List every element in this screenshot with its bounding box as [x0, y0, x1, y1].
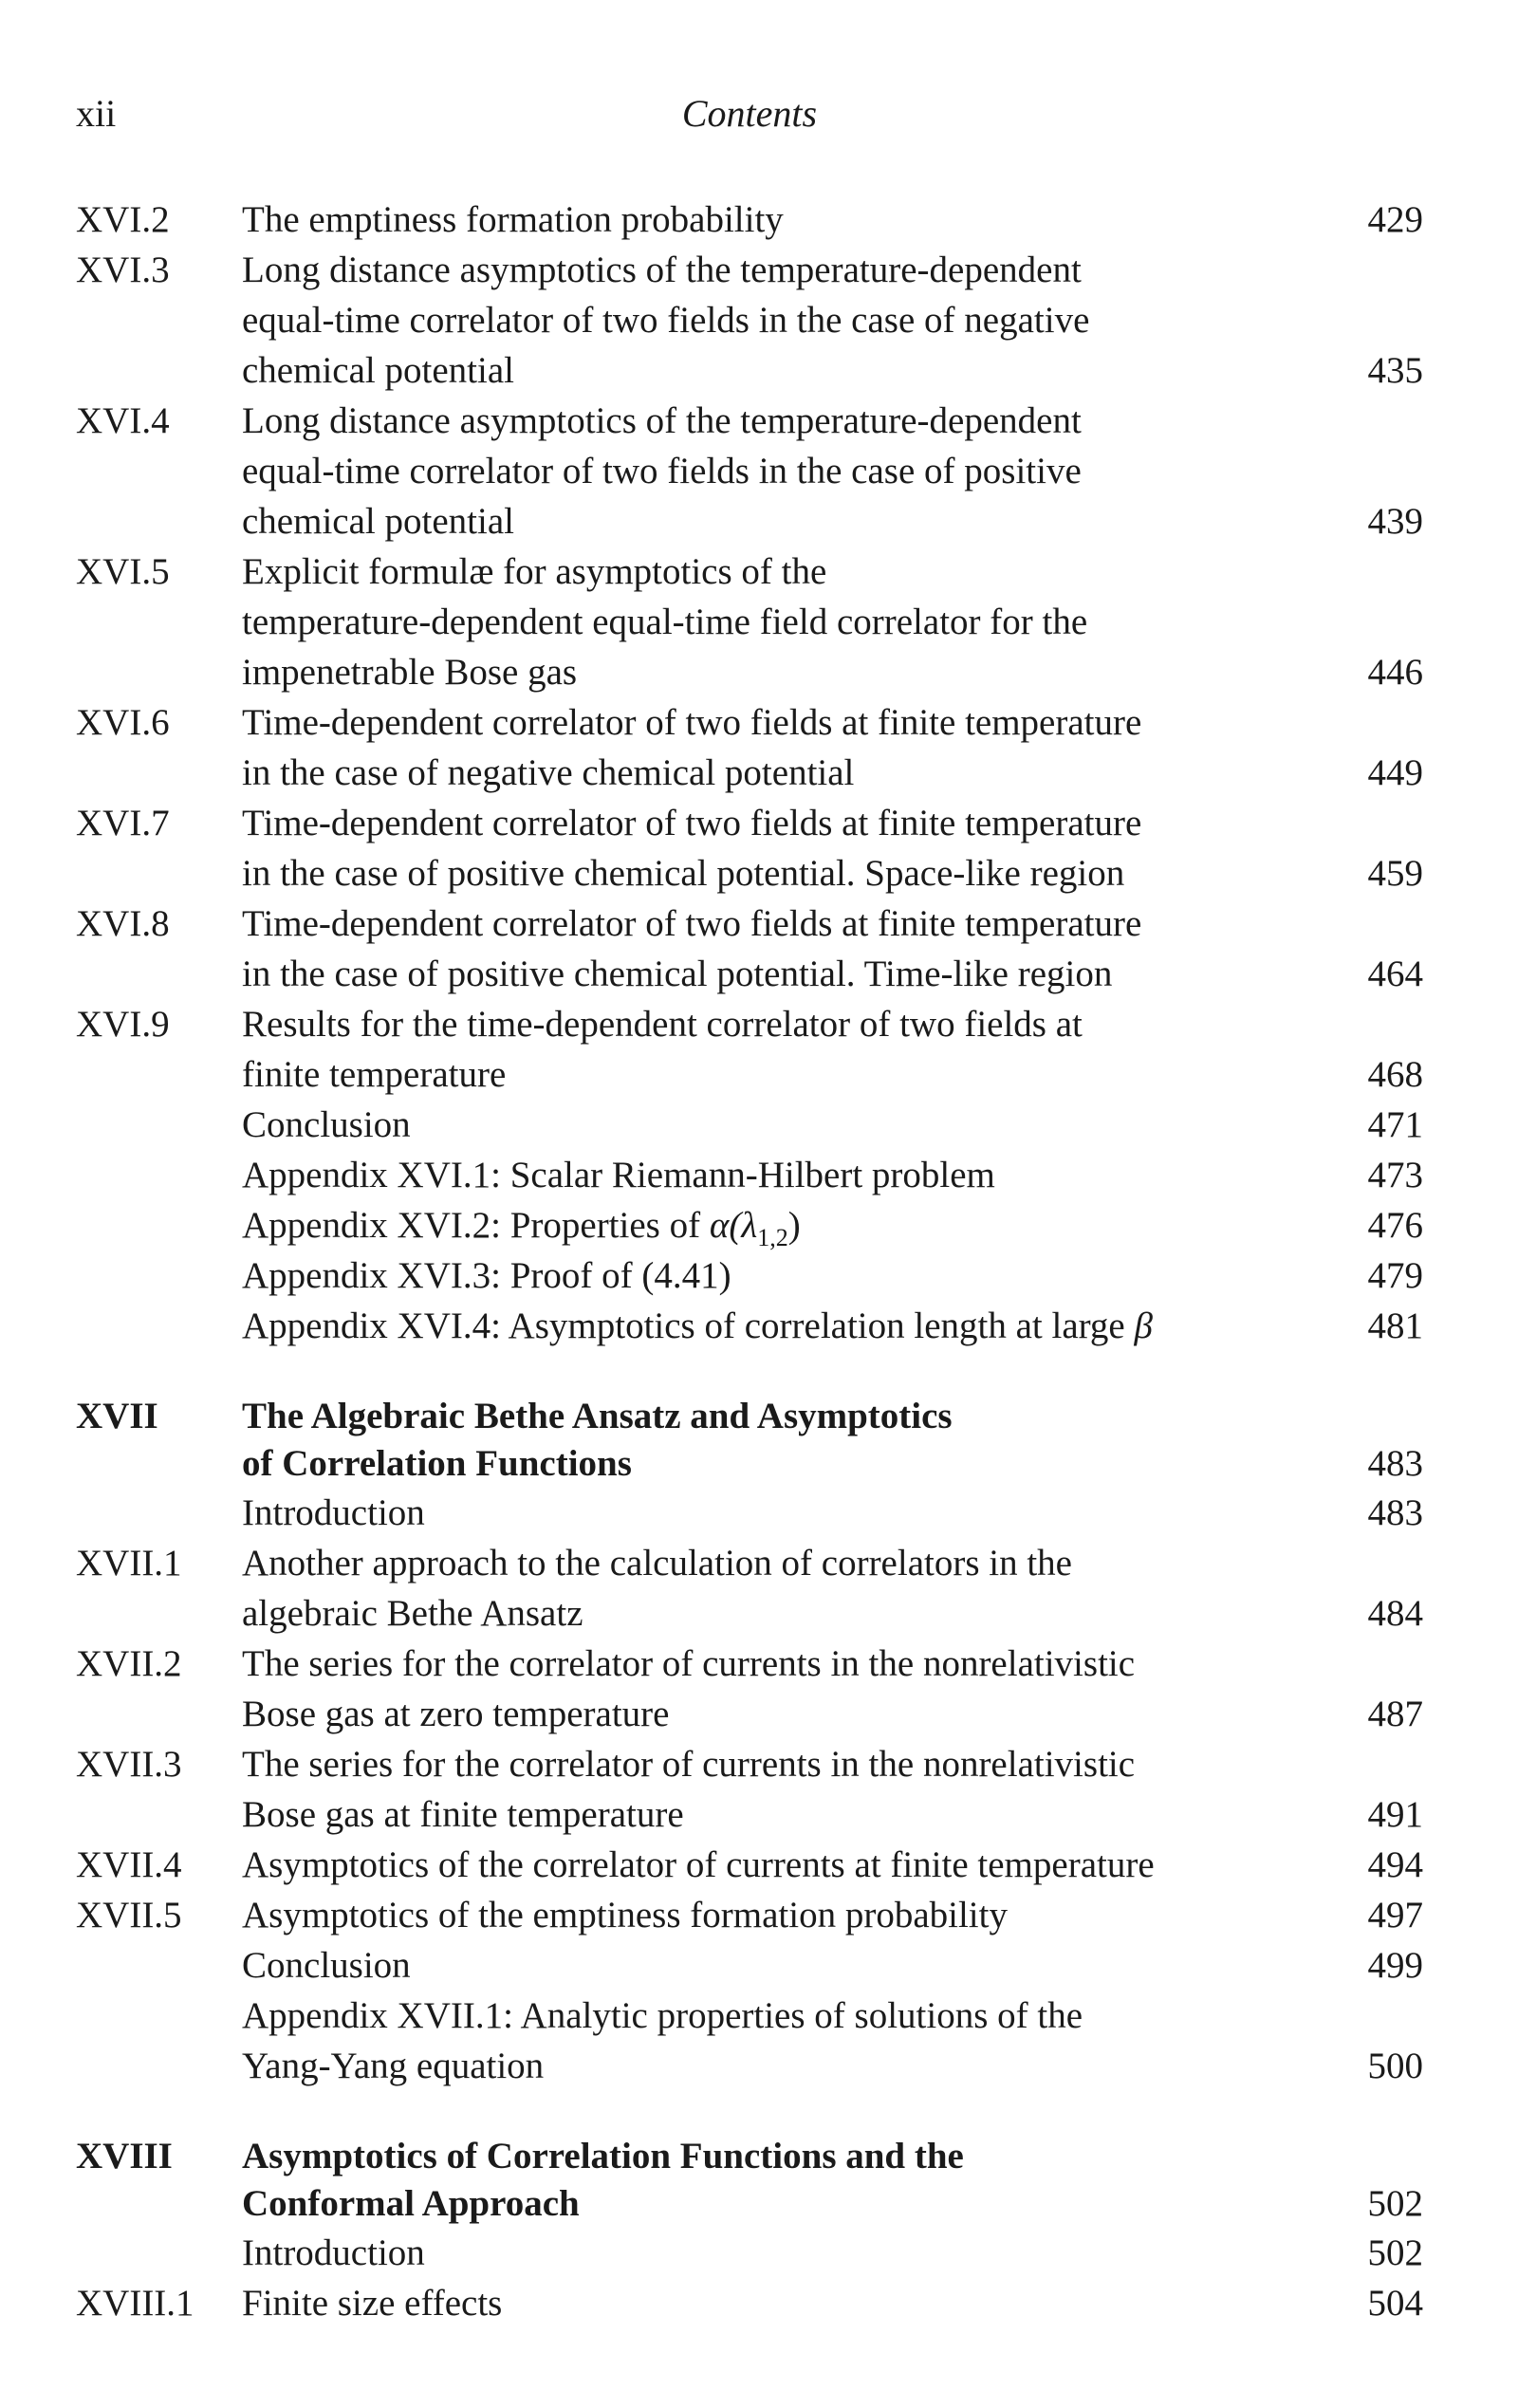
chapter-heading[interactable] — [76, 1393, 1423, 1488]
page-ref: 476 — [1367, 1205, 1423, 1246]
section-number: XVI.9 — [76, 1004, 170, 1045]
toc-entry[interactable] — [76, 898, 1423, 999]
math-lambda: λ — [741, 1205, 758, 1246]
section-number: XVI.8 — [76, 903, 170, 944]
running-title: Contents — [681, 92, 818, 135]
section-title: Time-dependent correlator of two fields at finite temperature in the case of positive chemical potential. Time-like region — [242, 903, 1142, 994]
toc-entry[interactable] — [76, 1200, 1423, 1250]
toc-entry[interactable] — [76, 1538, 1423, 1639]
section-number: XVII.1 — [76, 1543, 182, 1584]
math-close: ) — [787, 1205, 801, 1246]
math-subscript: 1,2 — [757, 1223, 788, 1251]
page-ref: 439 — [1367, 501, 1423, 542]
section-title: Finite size effects — [242, 2283, 503, 2324]
page-ref: 502 — [1367, 2232, 1423, 2273]
section-title: Appendix XVI.3: Proof of (4.41) — [242, 1255, 731, 1296]
toc-entry[interactable] — [76, 999, 1423, 1100]
section-number: XVI.5 — [76, 551, 170, 592]
section-number: XVI.7 — [76, 803, 170, 843]
section-title: The emptiness formation probability — [242, 199, 784, 240]
toc-entry[interactable] — [76, 1100, 1423, 1150]
toc-entry[interactable] — [76, 1250, 1423, 1301]
page-ref: 483 — [1367, 1443, 1423, 1484]
page-number: xii — [76, 92, 117, 135]
page-ref: 483 — [1367, 1492, 1423, 1533]
page-ref: 484 — [1367, 1593, 1423, 1634]
toc-entry[interactable] — [76, 396, 1423, 546]
section-title: Asymptotics of the emptiness formation probability — [242, 1895, 1008, 1936]
toc-entry[interactable] — [76, 2278, 1423, 2328]
toc-entry[interactable] — [76, 697, 1423, 798]
section-title: Results for the time-dependent correlator of two fields at finite temperature — [242, 1004, 1083, 1095]
math-beta: β — [1134, 1306, 1153, 1346]
section-title: Conclusion — [242, 1104, 411, 1145]
section-title: Appendix XVI.4: Asymptotics of correlation length at large β — [242, 1306, 1153, 1346]
page-ref: 500 — [1367, 2046, 1423, 2086]
section-title: The series for the correlator of currents in the nonrelativistic Bose gas at finite temperature — [242, 1744, 1136, 1835]
page-ref: 504 — [1367, 2283, 1423, 2324]
section-title: Appendix XVII.1: Analytic properties of solutions of the Yang-Yang equation — [242, 1995, 1083, 2086]
section-number: XVII.2 — [76, 1643, 182, 1684]
page-ref: 446 — [1367, 652, 1423, 693]
section-title: Time-dependent correlator of two fields at finite temperature in the case of negative chemical potential — [242, 702, 1142, 793]
section-number: XVI.2 — [76, 199, 170, 240]
toc-entry[interactable] — [76, 245, 1423, 396]
toc-entry[interactable] — [76, 1150, 1423, 1200]
page-ref: 502 — [1367, 2183, 1423, 2224]
page-ref: 491 — [1367, 1794, 1423, 1835]
section-title: Conclusion — [242, 1945, 411, 1986]
section-number: XVII.3 — [76, 1744, 182, 1785]
section-title: Explicit formulæ for asymptotics of the temperature-dependent equal-time field correlator for the impenetrable Bose gas — [242, 551, 1088, 693]
section-title: Introduction — [242, 2232, 425, 2273]
section-title: Long distance asymptotics of the temperature-dependent equal-time correlator of two fields in the case of negative chemical potential — [242, 250, 1090, 391]
toc-entry[interactable] — [76, 1890, 1423, 1940]
section-number: XVI.3 — [76, 250, 170, 290]
section-title: Appendix XVI.2: Properties of $\alpha(\lambda_{1,2})$ — [242, 1205, 801, 1251]
page-ref: 464 — [1367, 954, 1423, 994]
page-ref: 473 — [1367, 1155, 1423, 1195]
page-ref: 471 — [1367, 1104, 1423, 1145]
toc-entry[interactable] — [76, 546, 1423, 697]
toc-entry[interactable] — [76, 1739, 1423, 1840]
toc-entry[interactable] — [76, 2228, 1423, 2278]
toc-entry[interactable] — [76, 798, 1423, 898]
page-ref: 499 — [1367, 1945, 1423, 1986]
page-ref: 459 — [1367, 853, 1423, 894]
page-ref: 481 — [1367, 1306, 1423, 1346]
page-ref: 429 — [1367, 199, 1423, 240]
section-number: XVII.5 — [76, 1895, 182, 1936]
section-title: Another approach to the calculation of correlators in the algebraic Bethe Ansatz — [242, 1543, 1072, 1634]
section-number: XVI.6 — [76, 702, 170, 743]
page-ref: 494 — [1367, 1844, 1423, 1885]
section-title: Asymptotics of the correlator of currents at finite temperature — [242, 1844, 1155, 1885]
chapter-number: XVIII — [76, 2136, 173, 2176]
math-alpha: α( — [709, 1205, 742, 1246]
chapter-title: Asymptotics of Correlation Functions and the Conformal Approach — [242, 2136, 964, 2224]
chapter-heading[interactable] — [76, 2133, 1423, 2228]
toc-entry[interactable] — [76, 1639, 1423, 1739]
section-title: The series for the correlator of currents in the nonrelativistic Bose gas at zero temperature — [242, 1643, 1136, 1734]
section-title: Long distance asymptotics of the temperature-dependent equal-time correlator of two fields in the case of positive chemical potential — [242, 400, 1082, 542]
toc-entry[interactable] — [76, 1301, 1423, 1351]
page-header — [76, 91, 1423, 148]
page-ref: 468 — [1367, 1054, 1423, 1095]
page-ref: 497 — [1367, 1895, 1423, 1936]
page-ref: 479 — [1367, 1255, 1423, 1296]
section-title: Appendix XVI.1: Scalar Riemann-Hilbert problem — [242, 1155, 995, 1195]
section-number: XVII.4 — [76, 1844, 182, 1885]
section-number: XVIII.1 — [76, 2283, 194, 2324]
page-ref: 435 — [1367, 350, 1423, 391]
chapter-number: XVII — [76, 1396, 158, 1436]
toc-entry[interactable] — [76, 1940, 1423, 1991]
page-ref: 449 — [1367, 752, 1423, 793]
section-number: XVI.4 — [76, 400, 170, 441]
toc-entry[interactable] — [76, 1991, 1423, 2091]
section-title: Introduction — [242, 1492, 425, 1533]
toc-entry[interactable] — [76, 1840, 1423, 1890]
toc-entry[interactable] — [76, 194, 1423, 245]
table-of-contents — [76, 194, 1423, 2328]
section-title: Time-dependent correlator of two fields at finite temperature in the case of positive chemical potential. Space-like region — [242, 803, 1142, 894]
toc-entry[interactable] — [76, 1488, 1423, 1538]
page-ref: 487 — [1367, 1694, 1423, 1734]
chapter-title: The Algebraic Bethe Ansatz and Asymptotics of Correlation Functions — [242, 1396, 953, 1484]
